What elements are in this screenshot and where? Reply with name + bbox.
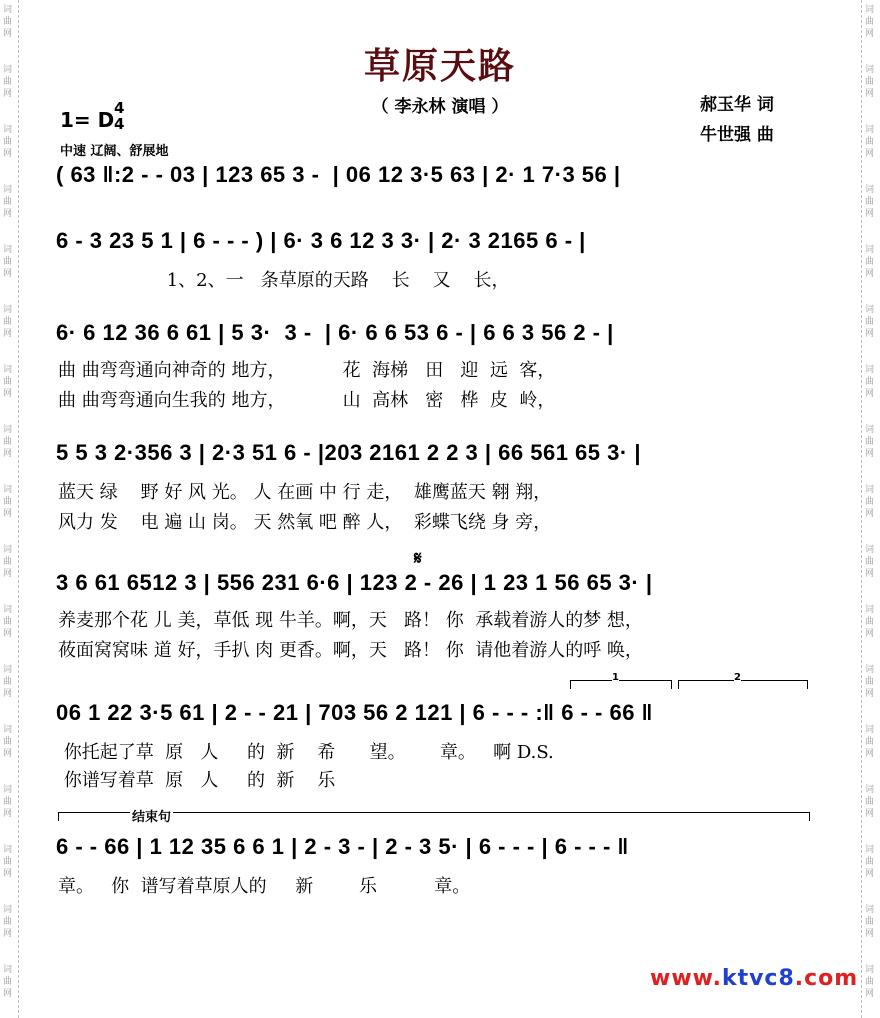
site-name: ktvc8	[721, 966, 795, 991]
watermark-text: 词曲网	[3, 785, 13, 819]
lyric-line: 你谱写着草 原 人 的 新 乐	[58, 770, 336, 791]
song-title: 草原天路	[363, 46, 516, 87]
watermark-text: 词曲网	[865, 605, 875, 639]
watermark-text: 词曲网	[3, 305, 13, 339]
key-signature: 1= D	[60, 108, 115, 132]
notation-row: 06 1 22 3·5 61 | 2 - - 21 | 703 56 2 121 | 6 - - - :‖ 6 - - 66 ‖	[56, 700, 653, 725]
volta-2-label: 2	[734, 672, 741, 683]
watermark-text: 词曲网	[3, 545, 13, 579]
watermark-text: 词曲网	[3, 365, 13, 399]
watermark-text: 词曲网	[3, 5, 13, 39]
watermark-text: 词曲网	[865, 785, 875, 819]
watermark-text: 词曲网	[3, 485, 13, 519]
tempo-marking: 中速 辽阔、舒展地	[60, 144, 169, 159]
site-watermark	[650, 966, 858, 991]
lyric-line: 养麦那个花 儿 美，草低 现 牛羊。啊，天 路！ 你 承载着游人的梦 想，	[58, 610, 643, 631]
notation-row: 6· 6 12 36 6 61 | 5 3· 3 - | 6· 6 6 53 6 - | 6 6 3 56 2 - |	[56, 320, 614, 345]
watermark-text: 词曲网	[865, 425, 875, 459]
watermark-text: 词曲网	[3, 965, 13, 999]
left-watermark-strip	[0, 0, 19, 1018]
site-tld: .com	[794, 966, 859, 991]
watermark-text: 词曲网	[865, 485, 875, 519]
lyric-line: 曲 曲弯弯通向神奇的 地方， 花 海梯 田 迎 远 客，	[58, 360, 556, 381]
notation-row: 3 6 61 6512 3 | 556 231 6·6 | 123 2 - 26 | 1 23 1 56 65 3· |	[56, 570, 653, 595]
watermark-text: 词曲网	[3, 665, 13, 699]
watermark-text: 词曲网	[865, 725, 875, 759]
watermark-text: 词曲网	[865, 185, 875, 219]
volta-1-label: 1	[612, 672, 619, 683]
composer: 牛世强 曲	[700, 125, 774, 145]
watermark-text: 词曲网	[865, 5, 875, 39]
ending-phrase-label: 结束句	[130, 806, 173, 825]
right-watermark-strip	[861, 0, 880, 1018]
segno-sign: 𝄋	[414, 548, 422, 569]
watermark-text: 词曲网	[3, 65, 13, 99]
singer: （ 李永林 演唱 ）	[371, 97, 509, 117]
watermark-text: 词曲网	[3, 245, 13, 279]
volta-bracket-1	[570, 680, 672, 689]
volta-bracket-2	[678, 680, 808, 689]
watermark-text: 词曲网	[865, 65, 875, 99]
lyricist: 郝玉华 词	[700, 95, 774, 115]
watermark-text: 词曲网	[865, 665, 875, 699]
watermark-text: 词曲网	[865, 545, 875, 579]
watermark-text: 词曲网	[865, 365, 875, 399]
watermark-text: 词曲网	[865, 245, 875, 279]
lyric-line: 蓝天 绿 野 好 风 光。 人 在画 中 行 走， 雄鹰蓝天 翱 翔，	[58, 482, 552, 503]
notation-row: ( 63 ‖:2 - - 03 | 123 65 3 - | 06 12 3·5 63 | 2· 1 7·3 56 |	[56, 162, 621, 187]
watermark-text: 词曲网	[865, 845, 875, 879]
watermark-text: 词曲网	[865, 905, 875, 939]
watermark-text: 词曲网	[3, 425, 13, 459]
watermark-text: 词曲网	[865, 125, 875, 159]
watermark-text: 词曲网	[3, 185, 13, 219]
time-signature-top: 4	[114, 99, 125, 117]
lyric-line: 章。 你 谱写着草原人的 新 乐 章。	[58, 876, 471, 897]
lyric-line: 曲 曲弯弯通向生我的 地方， 山 高林 密 桦 皮 岭，	[58, 390, 556, 411]
watermark-text: 词曲网	[3, 845, 13, 879]
watermark-text: 词曲网	[3, 905, 13, 939]
lyric-line: 1、2、一 条草原的天路 长 又 长，	[58, 270, 510, 291]
notation-row: 6 - - 66 | 1 12 35 6 6 1 | 2 - 3 - | 2 - 3 5· | 6 - - - | 6 - - - ‖	[56, 834, 629, 859]
time-signature-bottom: 4	[114, 115, 125, 133]
time-signature	[114, 100, 124, 132]
lyric-line: 莜面窝窝味 道 好，手扒 肉 更香。啊，天 路！ 你 请他着游人的呼 唤，	[58, 640, 643, 661]
lyric-line: 风力 发 电 遍 山 岗。 天 然氧 吧 醉 人， 彩蝶飞绕 身 旁，	[58, 512, 552, 533]
watermark-text: 词曲网	[3, 725, 13, 759]
watermark-text: 词曲网	[865, 305, 875, 339]
watermark-text: 词曲网	[3, 125, 13, 159]
notation-row: 5 5 3 2·356 3 | 2·3 51 6 - |203 2161 2 2 3 | 66 561 65 3· |	[56, 440, 641, 465]
watermark-text: 词曲网	[865, 965, 875, 999]
notation-row: 6 - 3 23 5 1 | 6 - - - ) | 6· 3 6 12 3 3· | 2· 3 2165 6 - |	[56, 228, 586, 253]
site-www: www.	[650, 966, 722, 991]
watermark-text: 词曲网	[3, 605, 13, 639]
lyric-line: 你托起了草 原 人 的 新 希 望。 章。 啊 D.S.	[58, 742, 554, 763]
